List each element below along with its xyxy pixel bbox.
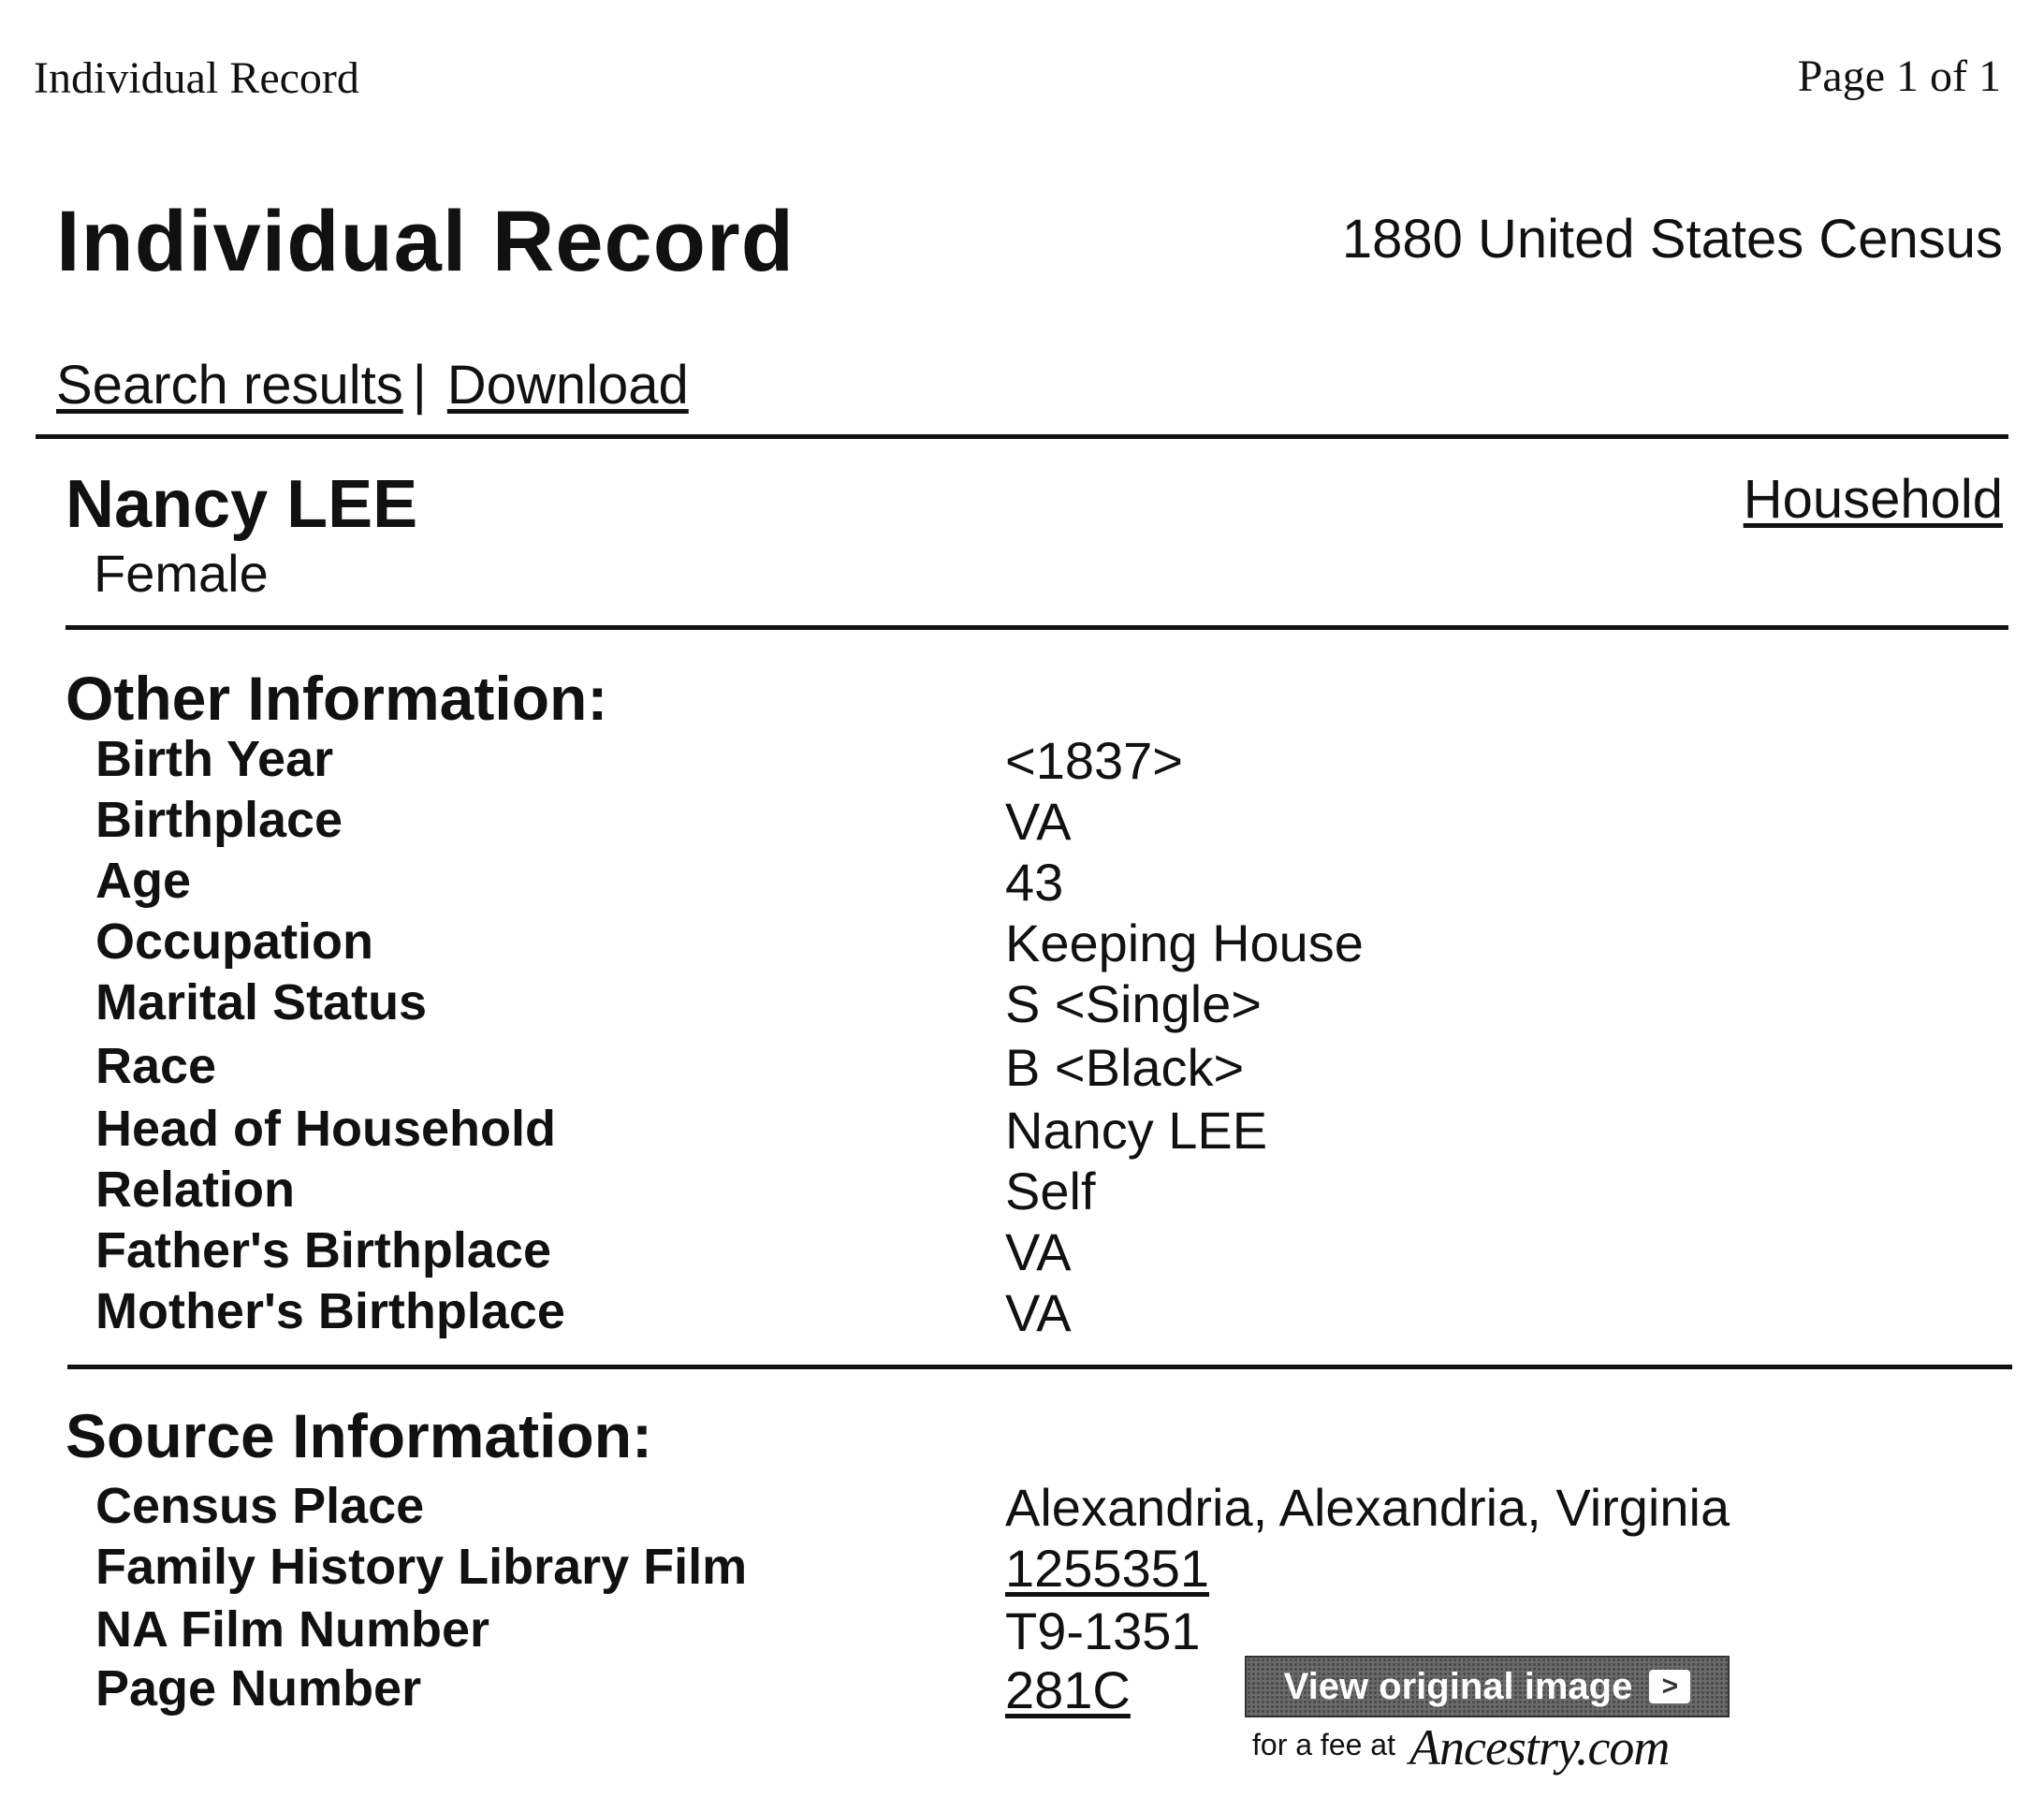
search-results-link[interactable]: Search results xyxy=(56,355,403,416)
arrow-right-icon: > xyxy=(1649,1670,1690,1703)
age-value: 43 xyxy=(1005,853,1064,912)
mothers-birthplace-label: Mother's Birthplace xyxy=(95,1283,565,1339)
source-information-title: Source Information: xyxy=(66,1401,653,1470)
relation-value: Self xyxy=(1005,1162,1096,1220)
occupation-label: Occupation xyxy=(95,913,374,970)
family-history-film-link[interactable]: 1255351 xyxy=(1005,1539,1210,1598)
na-film-number-label: NA Film Number xyxy=(95,1601,490,1658)
download-link[interactable]: Download xyxy=(446,355,689,416)
na-film-number-value: T9-1351 xyxy=(1005,1601,1201,1660)
print-header-title: Individual Record xyxy=(34,53,359,103)
family-history-film-label: Family History Library Film xyxy=(95,1539,748,1595)
race-label: Race xyxy=(95,1038,217,1094)
birth-year-value: <1837> xyxy=(1005,731,1183,790)
census-place-label: Census Place xyxy=(95,1478,425,1534)
race-value: B <Black> xyxy=(1005,1038,1245,1097)
page-number-link[interactable]: 281C xyxy=(1005,1660,1131,1719)
divider-bottom xyxy=(67,1365,2012,1369)
birth-year-label: Birth Year xyxy=(95,731,334,787)
census-place-value: Alexandria, Alexandria, Virginia xyxy=(1005,1478,1730,1537)
relation-label: Relation xyxy=(95,1162,296,1218)
person-gender: Female xyxy=(94,544,269,603)
household-link[interactable]: Household xyxy=(1743,469,2003,530)
person-name: Nancy LEE xyxy=(66,467,418,542)
fee-text: for a fee at xyxy=(1252,1728,1395,1761)
fathers-birthplace-label: Father's Birthplace xyxy=(95,1222,551,1279)
fathers-birthplace-value: VA xyxy=(1005,1222,1072,1281)
nav-links xyxy=(56,354,689,416)
print-page-number: Page 1 of 1 xyxy=(1797,51,2001,101)
page-title: Individual Record xyxy=(56,194,795,289)
birthplace-value: VA xyxy=(1005,792,1072,851)
marital-status-value: S <Single> xyxy=(1005,974,1262,1033)
census-name: 1880 United States Census xyxy=(1341,209,2003,270)
other-information-title: Other Information: xyxy=(66,664,608,733)
birthplace-label: Birthplace xyxy=(95,792,343,848)
view-original-image-button[interactable] xyxy=(1245,1656,1730,1717)
head-of-household-value: Nancy LEE xyxy=(1005,1101,1268,1160)
page-number-label: Page Number xyxy=(95,1660,422,1717)
head-of-household-label: Head of Household xyxy=(95,1101,557,1157)
occupation-value: Keeping House xyxy=(1005,913,1364,972)
nav-separator: | xyxy=(412,355,427,416)
ancestry-logo: Ancestry.com xyxy=(1409,1719,1670,1775)
divider-middle xyxy=(66,625,2008,630)
view-original-image-label: View original image xyxy=(1283,1665,1633,1707)
marital-status-label: Marital Status xyxy=(95,974,428,1030)
divider-top xyxy=(36,434,2008,439)
age-label: Age xyxy=(95,853,192,909)
mothers-birthplace-value: VA xyxy=(1005,1283,1072,1342)
